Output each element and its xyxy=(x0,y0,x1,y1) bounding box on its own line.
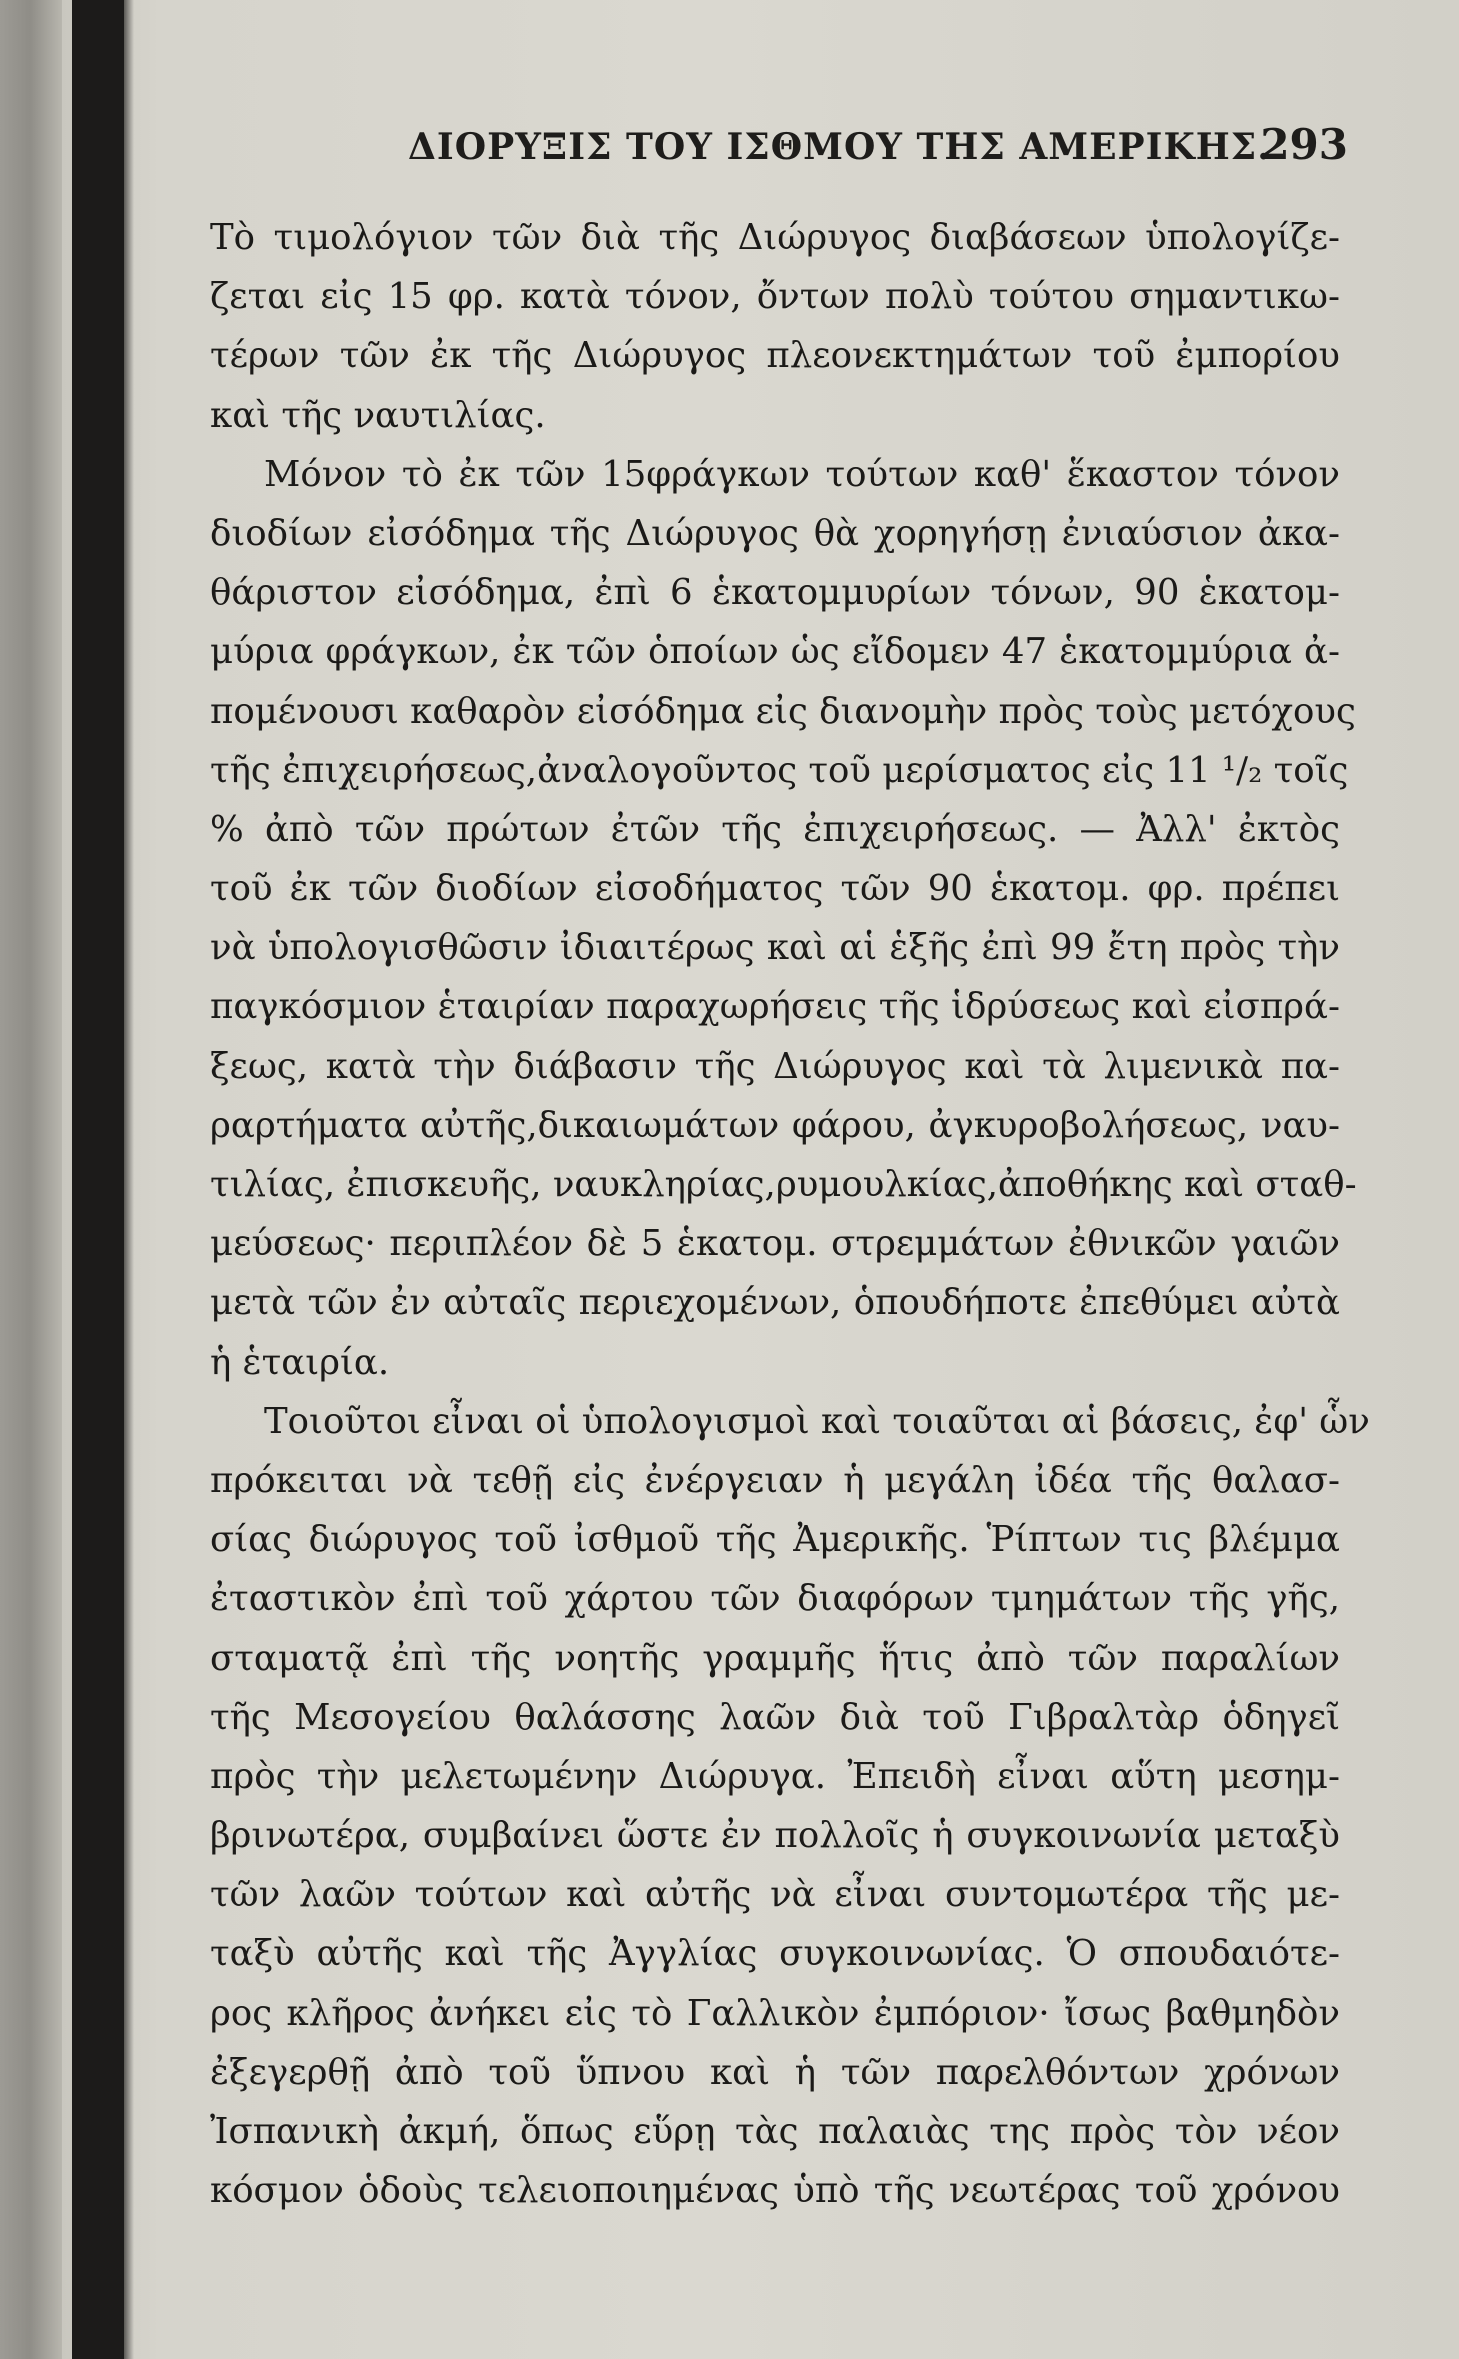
text-line: παγκόσμιον ἑταιρίαν παραχωρήσεις τῆς ἱδρύσεως καὶ εἰσπρά- xyxy=(210,986,1340,1028)
text-line: ζεται εἰς 15 φρ. κατὰ τόνον, ὄντων πολὺ τούτου σημαντικω- xyxy=(210,276,1340,318)
text-line: ραρτήματα αὐτῆς,δικαιωμάτων φάρου, ἀγκυροβολήσεως, ναυ- xyxy=(210,1104,1340,1146)
text-line: κόσμον ὁδοὺς τελειοποιημένας ὑπὸ τῆς νεωτέρας τοῦ χρόνου xyxy=(210,2170,1340,2212)
text-line: ξεως, κατὰ τὴν διάβασιν τῆς Διώρυγος καὶ τὰ λιμενικὰ πα- xyxy=(210,1045,1340,1087)
text-line: τιλίας, ἐπισκευῆς, ναυκληρίας,ρυμουλκίας,ἀποθήκης καὶ σταθ- xyxy=(210,1164,1357,1205)
text-line: καὶ τῆς ναυτιλίας. xyxy=(210,394,546,436)
page-header xyxy=(408,120,1348,180)
text-line: τέρων τῶν ἐκ τῆς Διώρυγος πλεονεκτημάτων τοῦ ἐμπορίου xyxy=(210,335,1340,377)
text-line: ρος κλῆρος ἀνήκει εἰς τὸ Γαλλικὸν ἐμπόριον· ἴσως βαθμηδὸν xyxy=(210,1992,1340,2034)
text-line: Τοιοῦτοι εἶναι οἱ ὑπολογισμοὶ καὶ τοιαῦται αἱ βάσεις, ἐφ' ὧν xyxy=(264,1400,1370,1442)
text-line: τῆς Μεσογείου θαλάσσης λαῶν διὰ τοῦ Γιβραλτὰρ ὁδηγεῖ xyxy=(210,1696,1340,1738)
text-line: σταματᾷ ἐπὶ τῆς νοητῆς γραμμῆς ἥτις ἀπὸ τῶν παραλίων xyxy=(210,1637,1340,1679)
text-line: ἐξεγερθῇ ἀπὸ τοῦ ὕπνου καὶ ἡ τῶν παρελθόντων χρόνων xyxy=(210,2051,1340,2093)
text-line: % ἀπὸ τῶν πρώτων ἐτῶν τῆς ἐπιχειρήσεως. — Ἀλλ' ἐκτὸς xyxy=(210,808,1340,850)
text-line: νὰ ὑπολογισθῶσιν ἰδιαιτέρως καὶ αἱ ἑξῆς ἐπὶ 99 ἔτη πρὸς τὴν xyxy=(210,927,1340,969)
text-line: τῆς ἐπιχειρήσεως,ἀναλογοῦντος τοῦ μερίσματος εἰς 11 ¹/₂ τοῖς xyxy=(210,749,1349,791)
text-line: ἐταστικὸν ἐπὶ τοῦ χάρτου τῶν διαφόρων τμημάτων τῆς γῆς, xyxy=(210,1578,1340,1620)
text-line: Τὸ τιμολόγιον τῶν διὰ τῆς Διώρυγος διαβάσεων ὑπολογίζε- xyxy=(210,217,1340,258)
text-line: μύρια φράγκων, ἐκ τῶν ὁποίων ὡς εἴδομεν 47 ἑκατομμύρια ἀ- xyxy=(210,631,1340,673)
page-number: 293 xyxy=(1260,120,1348,169)
text-line: πρόκειται νὰ τεθῇ εἰς ἐνέργειαν ἡ μεγάλη ἰδέα τῆς θαλασ- xyxy=(210,1459,1340,1501)
text-line: σίας διώρυγος τοῦ ἰσθμοῦ τῆς Ἀμερικῆς. Ῥίπτων τις βλέμμα xyxy=(210,1519,1340,1561)
text-line: τῶν λαῶν τούτων καὶ αὐτῆς νὰ εἶναι συντομωτέρα τῆς με- xyxy=(210,1874,1340,1916)
text-line: πομένουσι καθαρὸν εἰσόδημα εἰς διανομὴν πρὸς τοὺς μετόχους xyxy=(210,690,1356,732)
text-line: ἡ ἑταιρία. xyxy=(210,1341,390,1383)
page-binding-edge xyxy=(0,0,62,2359)
text-line: Ἰσπανικὴ ἀκμή, ὅπως εὕρῃ τὰς παλαιὰς της πρὸς τὸν νέον xyxy=(210,2111,1340,2152)
text-line: τοῦ ἐκ τῶν διοδίων εἰσοδήματος τῶν 90 ἑκατομ. φρ. πρέπει xyxy=(210,868,1340,910)
text-line: Μόνον τὸ ἐκ τῶν 15φράγκων τούτων καθ' ἕκαστον τόνον xyxy=(264,453,1340,495)
text-line: ταξὺ αὐτῆς καὶ τῆς Ἀγγλίας συγκοινωνίας. Ὁ σπουδαιότε- xyxy=(210,1933,1340,1975)
text-line: βρινωτέρα, συμβαίνει ὥστε ἐν πολλοῖς ἡ συγκοινωνία μεταξὺ xyxy=(210,1815,1340,1857)
text-line: πρὸς τὴν μελετωμένην Διώρυγα. Ἐπειδὴ εἶναι αὕτη μεσημ- xyxy=(210,1755,1340,1797)
text-line: διοδίων εἰσόδημα τῆς Διώρυγος θὰ χορηγήσῃ ἐνιαύσιον ἀκα- xyxy=(210,512,1340,554)
book-gutter-shadow xyxy=(72,0,124,2359)
running-title: ΔΙΟΡΥΞΙΣ ΤΟΥ ΙΣΘΜΟΥ ΤΗΣ ΑΜΕΡΙΚΗΣ. xyxy=(408,126,1271,168)
text-line: μετὰ τῶν ἐν αὐταῖς περιεχομένων, ὁπουδήποτε ἐπεθύμει αὐτὰ xyxy=(210,1282,1340,1324)
text-line: θάριστον εἰσόδημα, ἐπὶ 6 ἑκατομμυρίων τόνων, 90 ἑκατομ- xyxy=(210,572,1340,614)
text-line: μεύσεως· περιπλέον δὲ 5 ἑκατομ. στρεμμάτων ἐθνικῶν γαιῶν xyxy=(210,1223,1340,1265)
body-text xyxy=(210,208,1370,2220)
